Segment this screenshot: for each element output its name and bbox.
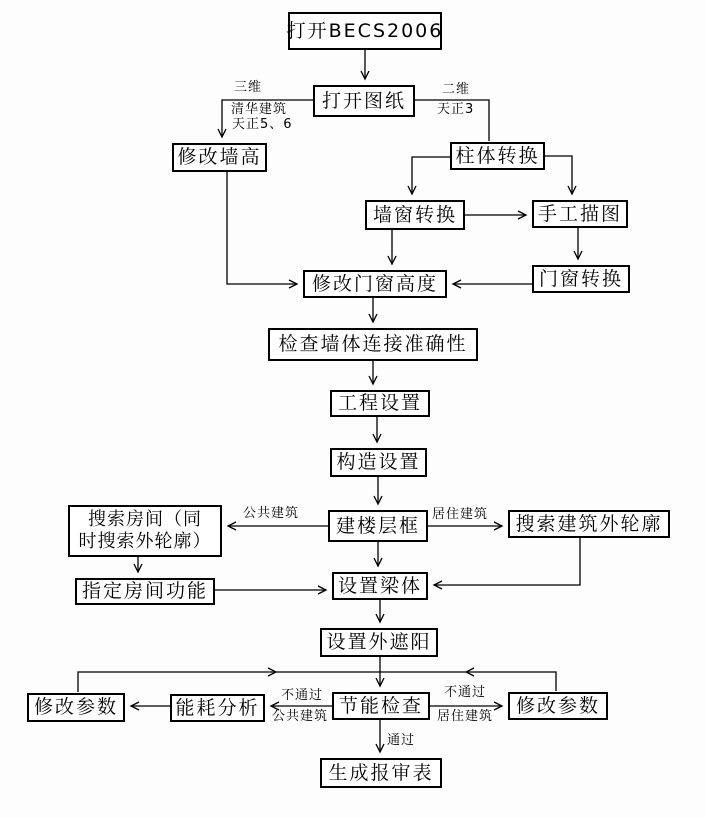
node-check-wall-connection: 检查墙体连接准确性 — [268, 328, 478, 361]
edge-label-3d: 三维 — [234, 80, 263, 95]
node-modify-params-right: 修改参数 — [508, 692, 608, 720]
node-modify-wall-height: 修改墙高 — [172, 143, 267, 172]
node-manual-tracing: 手工描图 — [532, 200, 628, 228]
edge-label-residential-top: 居住建筑 — [432, 507, 489, 522]
edge-label-public-building-bottom: 公共建筑 — [272, 709, 329, 724]
search-rooms-line2: 时搜索外轮廓） — [78, 531, 212, 552]
node-column-conversion: 柱体转换 — [450, 142, 545, 170]
node-specify-room-function: 指定房间功能 — [75, 578, 215, 605]
node-search-building-outline: 搜索建筑外轮廓 — [508, 510, 670, 538]
node-energy-check: 节能检查 — [332, 692, 430, 720]
node-build-floor-frame: 建楼层框 — [328, 510, 428, 542]
edge-label-fail-right: 不通过 — [444, 685, 487, 700]
node-set-external-shading: 设置外遮阳 — [320, 628, 438, 657]
edge-column-to-tracing — [545, 156, 572, 194]
edge-label-qinghua-arch: 清华建筑 — [231, 102, 288, 117]
edge-label-public-building-top: 公共建筑 — [243, 506, 300, 521]
node-modify-params-left: 修改参数 — [27, 693, 125, 722]
node-open-becs2006: 打开BECS2006 — [288, 12, 442, 50]
edge-label-2d: 二维 — [442, 82, 471, 97]
node-generate-report: 生成报审表 — [320, 758, 442, 788]
node-energy-analysis: 能耗分析 — [170, 694, 265, 722]
node-modify-door-window-height: 修改门窗高度 — [303, 270, 447, 298]
node-project-settings: 工程设置 — [330, 390, 430, 417]
edge-label-pass: 通过 — [387, 733, 416, 748]
node-open-drawing: 打开图纸 — [313, 85, 415, 117]
edge-paramsleft-feedback — [78, 672, 276, 692]
search-rooms-line1: 搜索房间（同 — [88, 508, 202, 530]
node-wall-window-conversion: 墙窗转换 — [365, 200, 465, 230]
node-search-rooms — [68, 505, 222, 557]
node-set-beams: 设置梁体 — [332, 572, 428, 600]
edge-label-tianzheng-56: 天正5、6 — [232, 117, 293, 132]
node-construction-settings: 构造设置 — [330, 448, 427, 477]
edge-outline-to-beams — [434, 538, 580, 585]
edge-label-fail-left: 不通过 — [281, 688, 324, 703]
edge-label-tianzheng-3: 天正3 — [437, 102, 475, 117]
node-door-window-conversion: 门窗转换 — [532, 265, 630, 293]
edge-wallheight-to-doorheight — [227, 172, 297, 284]
edge-column-to-wallwindow — [412, 157, 450, 194]
edge-label-residential-bottom: 居住建筑 — [437, 709, 494, 724]
